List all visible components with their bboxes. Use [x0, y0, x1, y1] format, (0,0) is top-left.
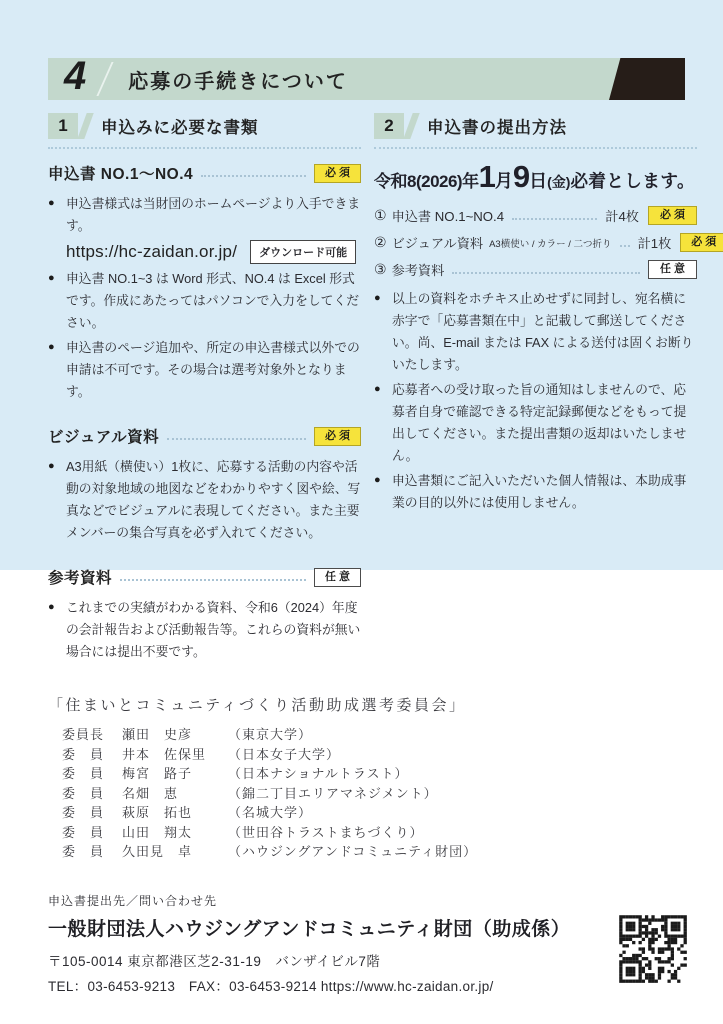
visual-heading-row: [48, 425, 361, 447]
slash-icon: [403, 113, 419, 139]
committee-org: （日本女子大学）: [228, 746, 341, 762]
deadline-line: [374, 161, 697, 193]
committee-org: （日本ナショナルトラスト）: [228, 766, 409, 781]
committee-org: （世田谷トラストまちづくり）: [228, 824, 424, 840]
committee-name: 瀬田 史彦: [122, 727, 193, 742]
optional-badge: 任意: [314, 568, 361, 587]
doc-heading: 申込書 NO.1〜NO.4: [48, 166, 194, 183]
committee-title: 「住まいとコミュニティづくり活動助成選考委員会」: [48, 697, 467, 714]
required-badge: 必須: [314, 427, 361, 446]
dotted-leader: [620, 245, 630, 247]
required-badge: 必須: [680, 233, 723, 252]
required-badge: 必須: [648, 206, 697, 225]
reference-heading-row: [48, 566, 361, 588]
circled-number-icon: ②: [374, 234, 387, 250]
deadline-era: 令和8(2026)年: [374, 172, 479, 191]
committee-role: 委員長: [62, 727, 105, 742]
deadline-day-unit: 日: [529, 171, 548, 191]
table-row: [48, 784, 477, 804]
contact-label: 申込書提出先／問い合わせ先: [48, 894, 218, 908]
section-number: 4: [64, 54, 87, 98]
table-row: [48, 764, 477, 784]
reference-heading: 参考資料: [48, 570, 113, 587]
visual-bullet-list: [48, 456, 361, 544]
list-item: ● 応募者への受け取った旨の通知はしませんので、応募者自身で確認できる特定記録郵便などをもって提出してください。また提出書類の返却はいたしません。: [374, 379, 697, 467]
committee-role: 委 員: [62, 785, 105, 801]
list-item: [374, 260, 697, 279]
doc-bullet-list: [48, 193, 361, 237]
list-item: ● 申込書様式は当財団のホームページより入手できます。: [48, 193, 361, 237]
deadline-weekday: (金): [547, 174, 571, 190]
slash-icon: [77, 113, 93, 139]
list-item: ● 以上の資料をホチキス止めせずに同封し、宛名横に赤字で「応募書類在中」と記載して郵送してください。尚、E-mail または FAX による送付は固くお断りいたします。: [374, 288, 697, 376]
list-item: [374, 206, 697, 225]
slash-divider-icon: [97, 62, 114, 96]
table-row: [48, 745, 477, 765]
item-count: 計1枚: [637, 236, 672, 251]
dotted-leader: [201, 175, 306, 177]
table-row: [48, 823, 477, 843]
contact-address: 〒105-0014 東京都港区芝2-31-19 バンザイビル7階: [48, 954, 381, 969]
item-sublabel: A3横使い / カラー / 二つ折り: [489, 238, 612, 250]
list-item: ● A3用紙（横使い）1枚に、応募する活動の内容や活動の対象地域の地図などをわかりやすく図や絵、写真などでビジュアルに表現してください。また主要メンバーの集合写真を必ず入れてください。: [48, 456, 361, 544]
required-badge: 必須: [314, 164, 361, 183]
foundation-url-link[interactable]: https://hc-zaidan.or.jp/: [66, 242, 238, 261]
submission-notes: [374, 288, 697, 514]
download-available-tag: ダウンロード可能: [250, 240, 356, 264]
banner-corner-wedge: [609, 58, 685, 100]
contact-section: [48, 892, 570, 995]
item-label: 申込書 NO.1~NO.4: [391, 209, 505, 224]
table-row: [48, 725, 477, 745]
committee-name: 名畑 恵: [122, 785, 179, 801]
left-section-title: 申込みに必要な書類: [101, 119, 259, 137]
committee-role: 委 員: [62, 766, 105, 781]
list-item: ● これまでの実績がわかる資料、令和6（2024）年度の会計報告および活動報告等。これらの資料が無い場合には提出不要です。: [48, 597, 361, 663]
item-count: 計4枚: [605, 209, 639, 224]
optional-badge: 任意: [648, 260, 697, 279]
committee-org: （東京大学）: [228, 727, 313, 742]
circled-number-icon: ③: [374, 261, 387, 277]
committee-org: （名城大学）: [228, 805, 313, 820]
deadline-day-digit: 9: [512, 159, 530, 194]
contact-organization: 一般財団法人ハウジングアンドコミュニティ財団（助成係）: [48, 919, 571, 940]
table-row: [48, 842, 477, 862]
deadline-month-unit: 月: [494, 171, 513, 191]
doc-heading-row: [48, 162, 361, 184]
page-title: 応募の手続きについて: [128, 70, 348, 93]
left-column: [48, 113, 361, 666]
qr-code: [616, 912, 690, 986]
dotted-leader: [120, 579, 306, 581]
committee-name: 久田見 卓: [122, 844, 193, 859]
right-column: [374, 113, 720, 517]
section-banner: [48, 54, 685, 100]
committee-name: 萩原 拓也: [122, 805, 193, 820]
circled-number-icon: ①: [374, 207, 387, 223]
committee-org: （錦二丁目エリアマネジメント）: [228, 785, 438, 801]
committee-org: （ハウジングアンドコミュニティ財団）: [228, 844, 478, 859]
table-row: [48, 803, 477, 823]
visual-heading: ビジュアル資料: [48, 429, 160, 446]
deadline-suffix: 必着とします。: [570, 171, 696, 191]
committee-role: 委 員: [62, 824, 105, 840]
committee-role: 委 員: [62, 746, 105, 762]
committee-name: 山田 翔太: [122, 824, 193, 840]
dotted-leader: [512, 218, 597, 220]
contact-tel-fax-url: TEL：03-6453-9213 FAX：03-6453-9214 https://www.hc-zaidan.or.jp/: [48, 979, 494, 994]
list-item: ● 申込書類にご記入いただいた個人情報は、本助成事業の目的以外には使用しません。: [374, 470, 697, 514]
committee-role: 委 員: [62, 805, 105, 820]
item-label: 参考資料: [391, 263, 445, 278]
left-section-header: [48, 113, 361, 149]
committee-section: [48, 694, 477, 862]
right-section-number: 2: [374, 113, 404, 139]
committee-name: 井本 佐保里: [122, 746, 207, 762]
right-section-header: [374, 113, 697, 149]
item-label: ビジュアル資料: [391, 236, 484, 251]
submission-items: [374, 206, 720, 279]
reference-bullet-list: [48, 597, 361, 663]
list-item: ● 申込書のページ追加や、所定の申込書様式以外での申請は不可です。その場合は選考対象外となります。: [48, 337, 361, 403]
dotted-leader: [167, 438, 306, 440]
left-section-number: 1: [48, 113, 78, 139]
committee-name: 梅宮 路子: [122, 766, 193, 781]
download-row: [48, 240, 361, 264]
doc-bullet-list-2: [48, 268, 361, 403]
right-section-title: 申込書の提出方法: [427, 119, 567, 137]
list-item: ● 申込書 NO.1~3 は Word 形式、NO.4 は Excel 形式です。作成にあたってはパソコンで入力をしてください。: [48, 268, 361, 334]
deadline-month-digit: 1: [478, 159, 495, 194]
dotted-leader: [452, 272, 640, 274]
committee-role: 委 員: [62, 844, 105, 859]
list-item: [374, 233, 720, 252]
